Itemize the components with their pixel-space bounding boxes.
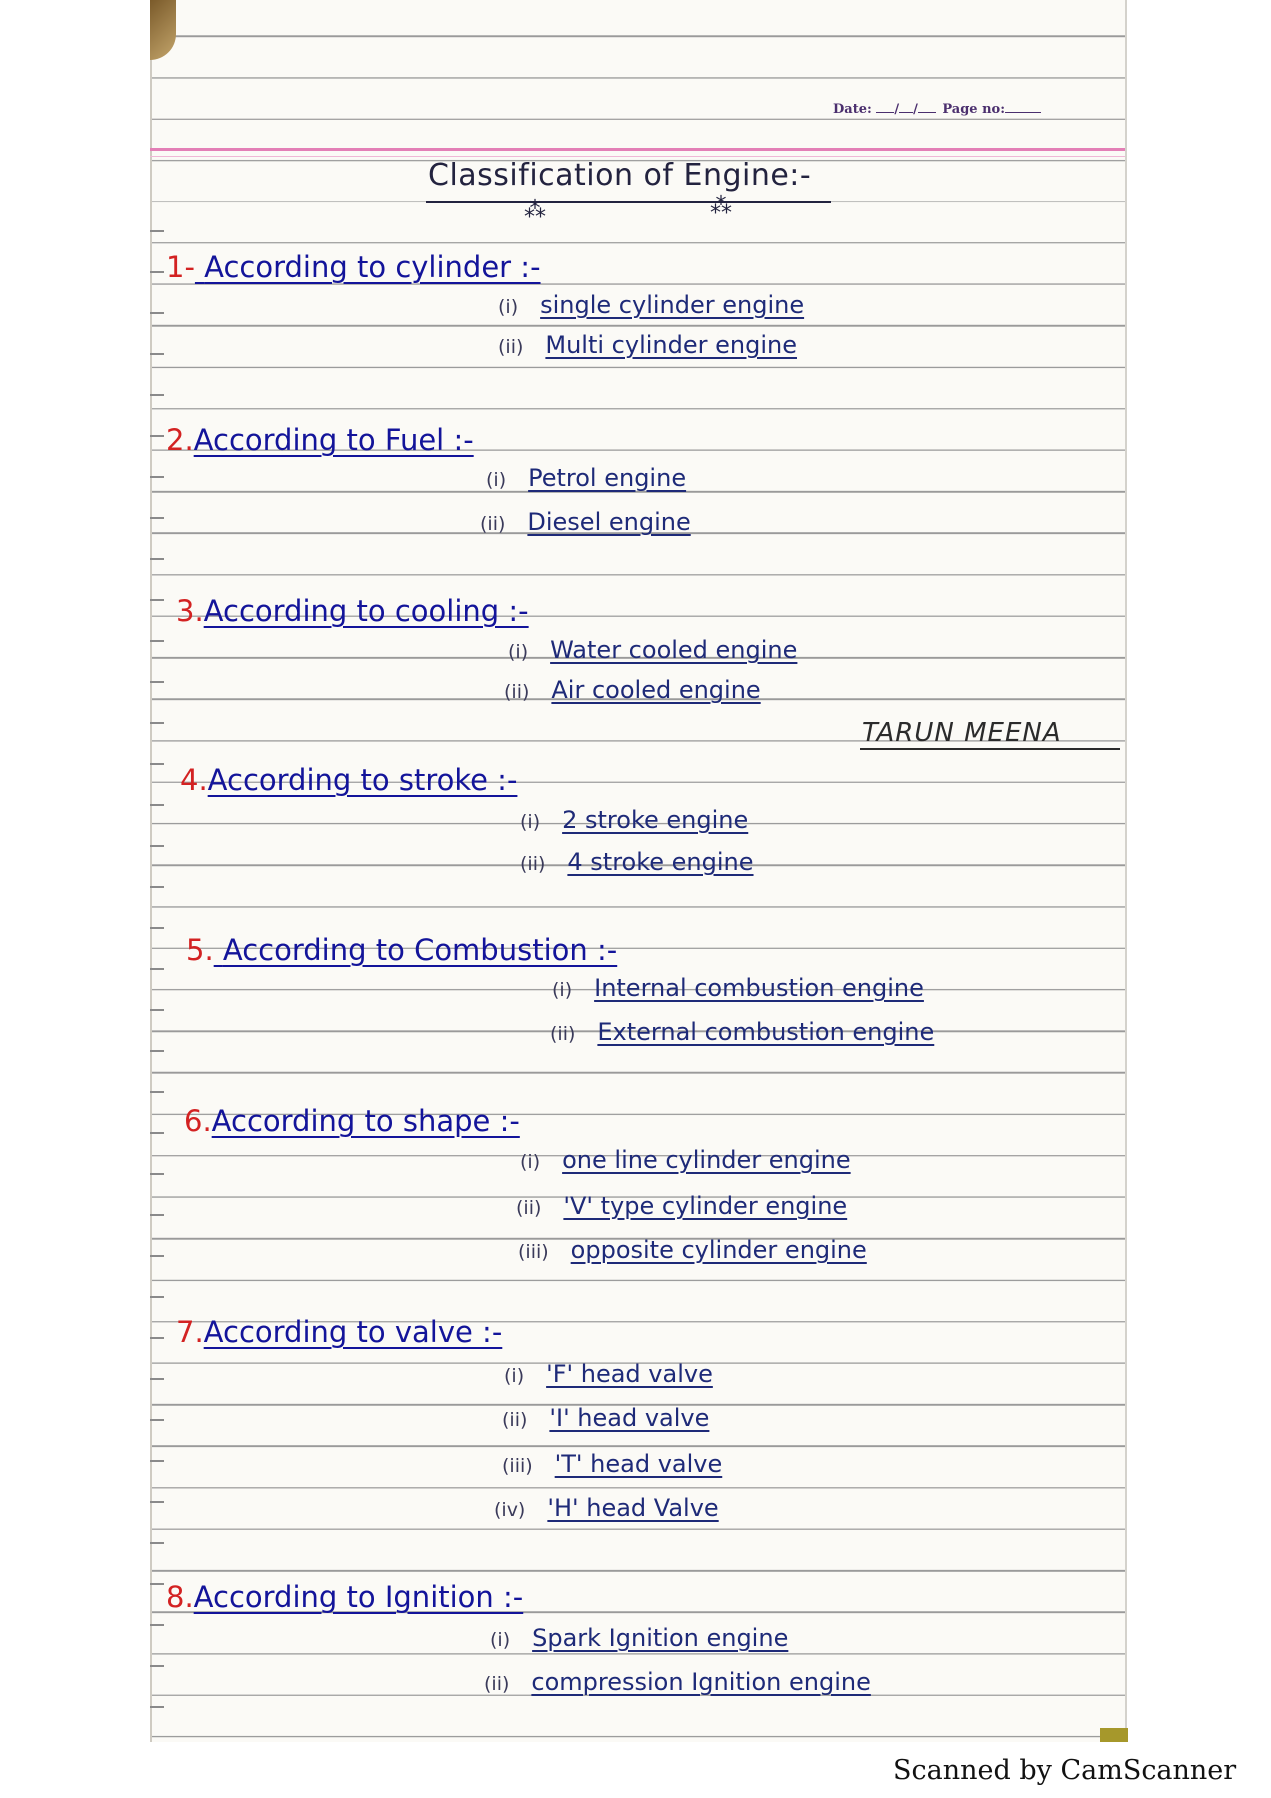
margin-tick (150, 845, 164, 847)
margin-tick (150, 763, 164, 765)
margin-tick (150, 1378, 164, 1380)
list-item: (ii) Multi cylinder engine (498, 331, 797, 359)
margin-tick (150, 353, 164, 355)
section-number: 2. (166, 423, 194, 457)
list-item: (ii) 'V' type cylinder engine (516, 1192, 848, 1220)
section-heading: 7.According to valve :- (176, 1315, 503, 1349)
margin-tick (150, 1624, 164, 1626)
margin-tick (150, 1665, 164, 1667)
list-item: (ii) 'I' head valve (502, 1404, 710, 1432)
author-underline (860, 748, 1120, 750)
section-number: 3. (176, 594, 204, 628)
margin-tick (150, 722, 164, 724)
margin-tick (150, 1255, 164, 1257)
section-heading: 1- According to cylinder :- (166, 250, 541, 284)
margin-tick (150, 312, 164, 314)
header-rule (150, 148, 1125, 151)
section-number: 1- (166, 250, 195, 284)
margin-tick (150, 927, 164, 929)
section-heading: 5. According to Combustion :- (186, 933, 618, 967)
margin-tick (150, 1542, 164, 1544)
list-item: (ii) External combustion engine (550, 1018, 935, 1046)
title-underline (426, 201, 831, 203)
margin-tick (150, 435, 164, 437)
margin-tick (150, 558, 164, 560)
margin-tick (150, 1091, 164, 1093)
list-item: (ii) Air cooled engine (504, 676, 761, 704)
page-corner-tab (1100, 1728, 1128, 1742)
margin-tick (150, 1501, 164, 1503)
section-heading: 4.According to stroke :- (180, 763, 518, 797)
margin-tick (150, 1706, 164, 1708)
margin-tick (150, 1419, 164, 1421)
section-number: 6. (184, 1104, 212, 1138)
margin-tick (150, 394, 164, 396)
margin-tick (150, 230, 164, 232)
list-item: (ii) compression Ignition engine (484, 1668, 871, 1696)
margin-tick (150, 886, 164, 888)
list-item: (iv) 'H' head Valve (494, 1494, 719, 1522)
margin-tick (150, 599, 164, 601)
date-separator-2: / (913, 102, 918, 117)
page-title: Classification of Engine:- (428, 158, 812, 193)
list-item: (i) single cylinder engine (498, 291, 805, 319)
author-name: TARUN MEENA (862, 718, 1062, 748)
date-separator-1: / (894, 102, 900, 117)
section-heading: 2.According to Fuel :- (166, 423, 474, 457)
list-item: (i) 2 stroke engine (520, 806, 749, 834)
margin-tick (150, 271, 164, 273)
margin-tick (150, 1009, 164, 1011)
margin-tick (150, 1460, 164, 1462)
list-item: (i) 'F' head valve (504, 1360, 713, 1388)
margin-tick (150, 968, 164, 970)
margin-tick (150, 1173, 164, 1175)
list-item: (i) Spark Ignition engine (490, 1624, 789, 1652)
margin-tick (150, 681, 164, 683)
list-item: (iii) 'T' head valve (502, 1450, 723, 1478)
section-number: 7. (176, 1315, 204, 1349)
header-rule-secondary (150, 156, 1125, 157)
margin-tick (150, 517, 164, 519)
page-no-label: Page no: (942, 102, 1006, 117)
margin-tick (150, 640, 164, 642)
date-label: Date: (833, 102, 872, 117)
margin-tick (150, 804, 164, 806)
section-number: 5. (186, 933, 214, 967)
list-item: (i) Water cooled engine (508, 636, 798, 664)
section-heading: 3.According to cooling :- (176, 594, 529, 628)
section-heading: 6.According to shape :- (184, 1104, 520, 1138)
list-item: (i) one line cylinder engine (520, 1146, 851, 1174)
margin-tick (150, 476, 164, 478)
margin-tick (150, 1132, 164, 1134)
list-item: (i) Petrol engine (486, 464, 687, 492)
section-number: 4. (180, 763, 208, 797)
list-item: (ii) 4 stroke engine (520, 848, 754, 876)
list-item: (i) Internal combustion engine (552, 974, 924, 1002)
margin-tick (150, 1337, 164, 1339)
scanner-watermark: Scanned by CamScanner (893, 1755, 1237, 1786)
list-item: (ii) Diesel engine (480, 508, 691, 536)
sparkle-icon: ⁂ (524, 198, 546, 223)
sparkle-icon: ⁂ (710, 194, 732, 219)
margin-tick (150, 1214, 164, 1216)
date-page-header (833, 102, 1041, 117)
margin-tick (150, 1296, 164, 1298)
section-heading: 8.According to Ignition :- (166, 1580, 524, 1614)
list-item: (iii) opposite cylinder engine (518, 1236, 867, 1264)
margin-tick (150, 1050, 164, 1052)
section-number: 8. (166, 1580, 194, 1614)
margin-tick (150, 1583, 164, 1585)
